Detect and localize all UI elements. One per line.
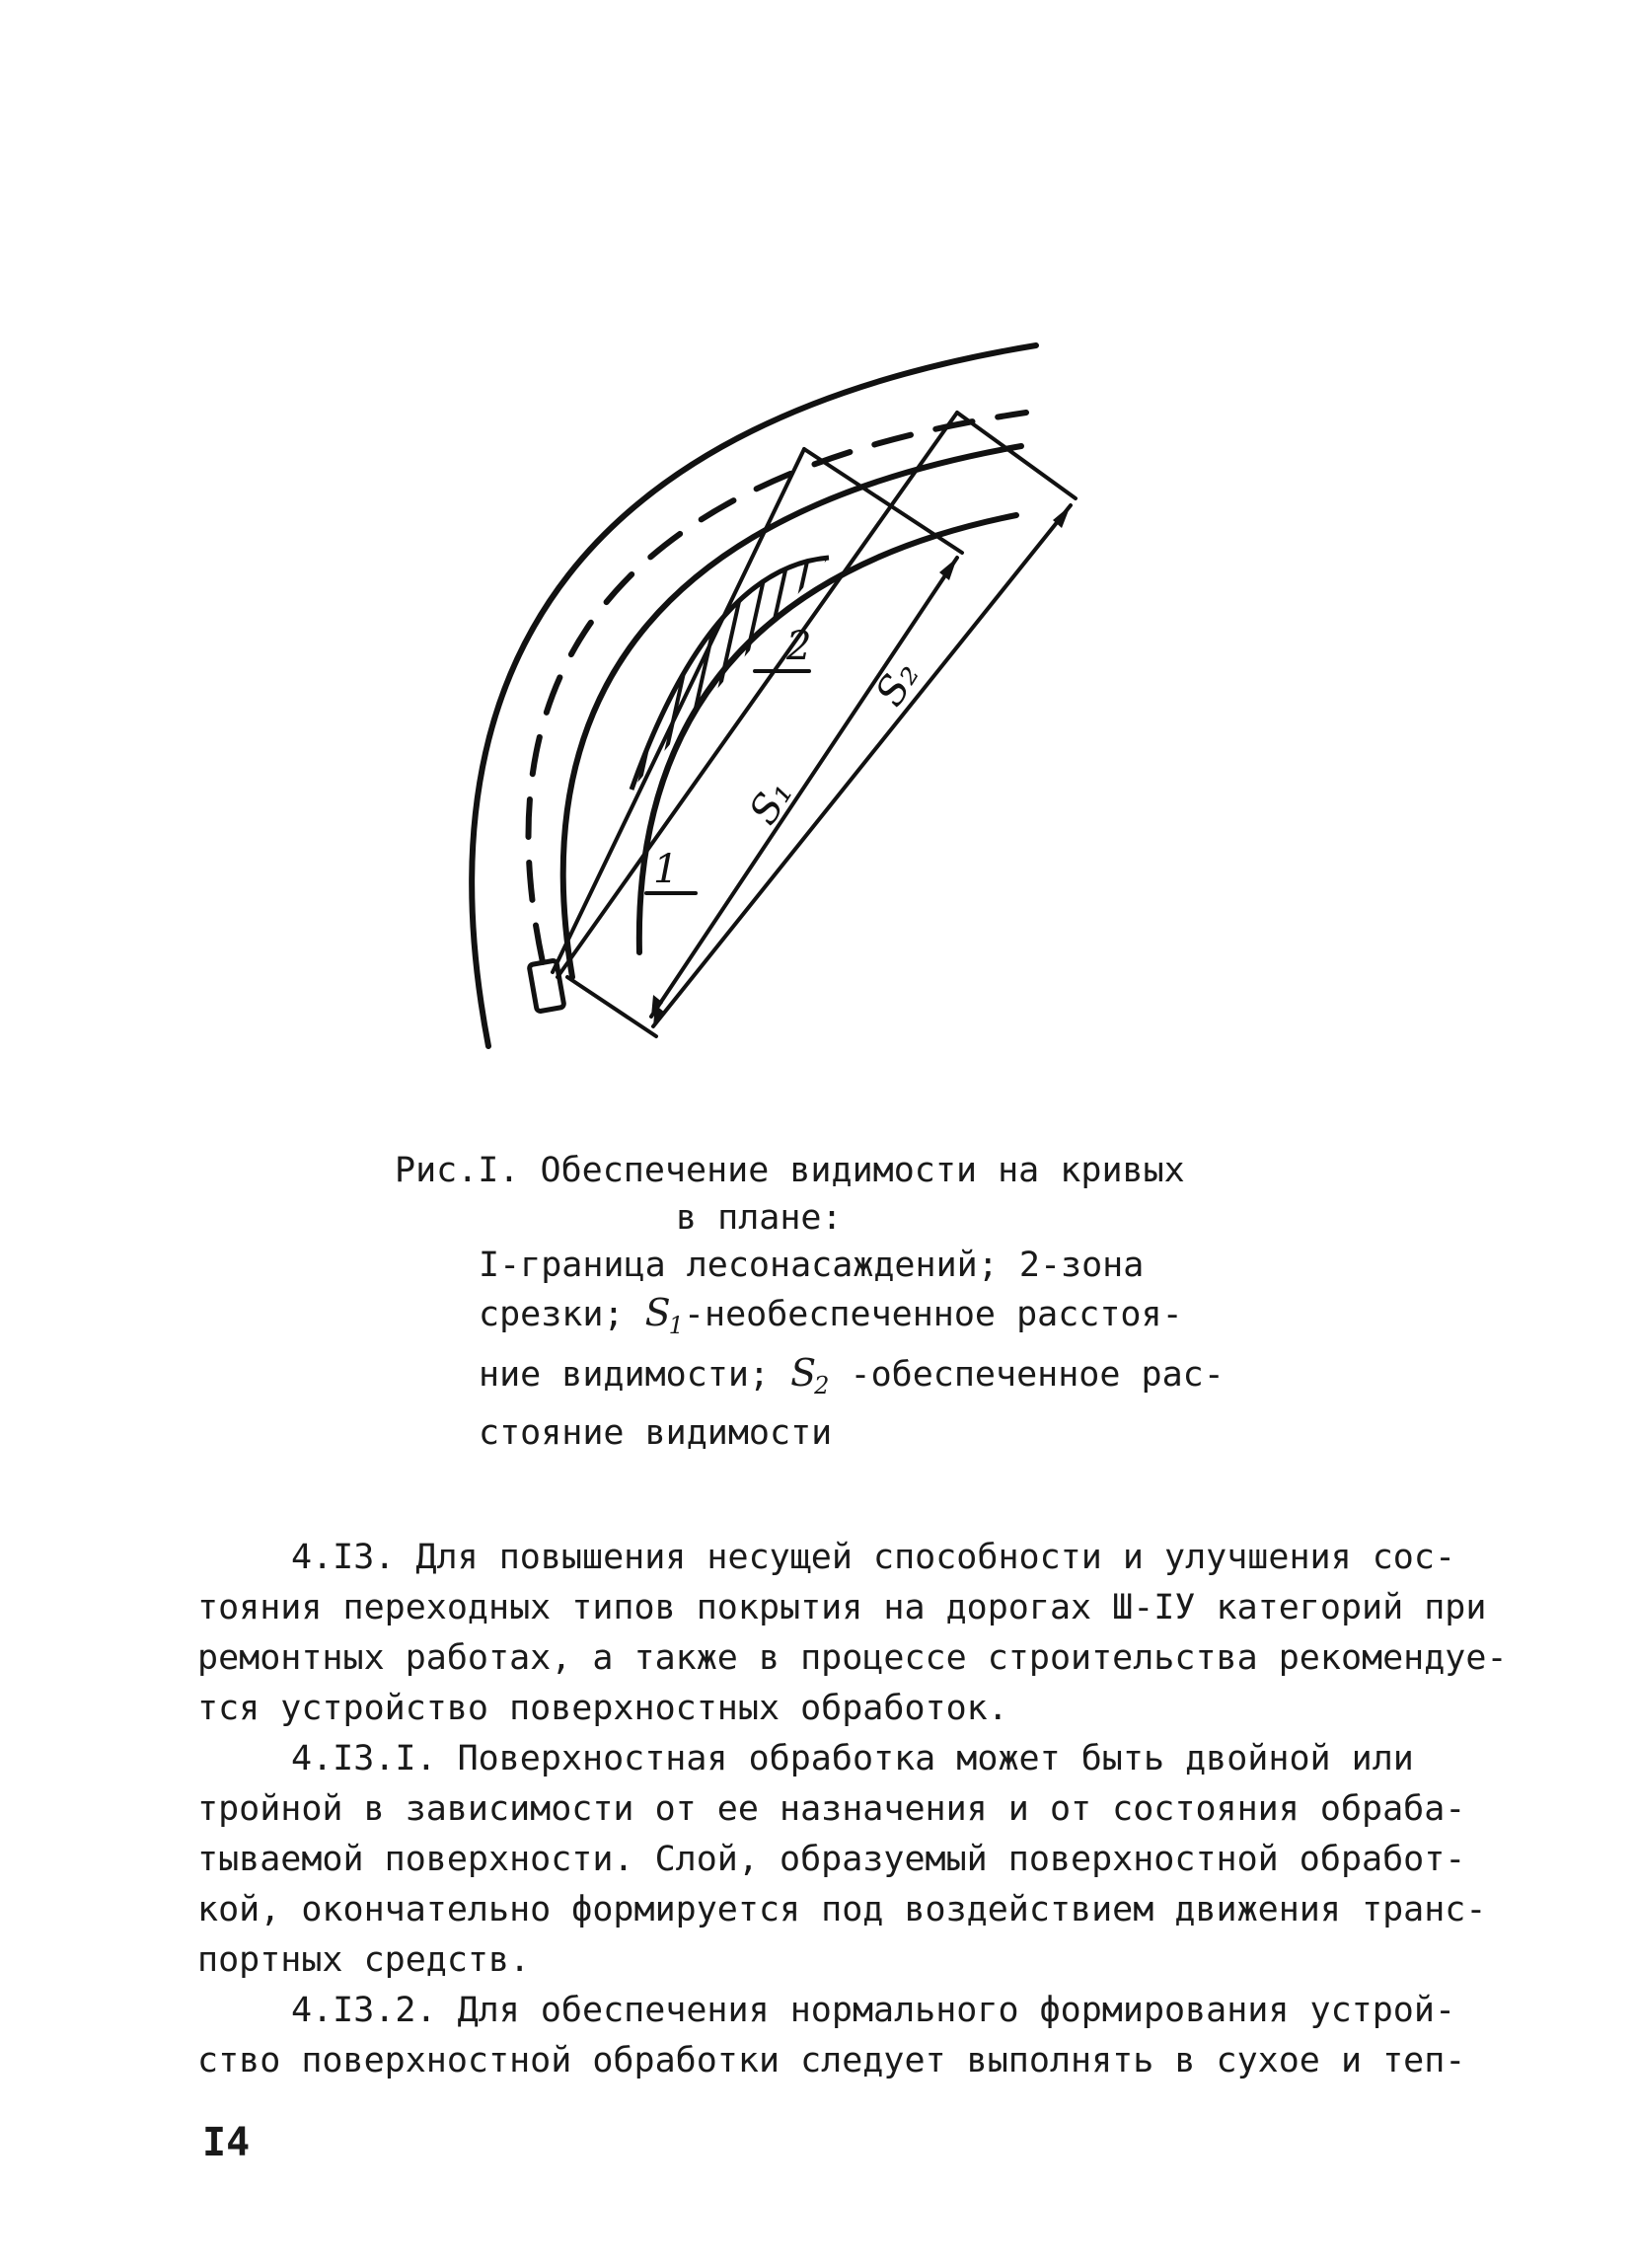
middle-road-line <box>563 446 1021 977</box>
figure-caption <box>395 1147 1283 1457</box>
label-s2: S₂ <box>866 653 929 715</box>
outer-road-edge <box>472 345 1036 1046</box>
caption-line: I-граница лесонасаждений; 2-зона <box>479 1246 1145 1285</box>
text-line: кой, окончательно формируется под воздействием движения транс- <box>197 1890 1487 1929</box>
dimension-s2 <box>653 505 1071 1026</box>
caption-line <box>395 1349 1283 1409</box>
label-s1: S₁ <box>740 772 802 833</box>
paragraph-4-13-1 <box>197 1734 1487 1986</box>
text-line: тся устройство поверхностных обработок. <box>197 1689 1008 1728</box>
diagram-drawing <box>0 0 1635 1105</box>
caption-line: Рис.I. Обеспечение видимости на кривых <box>395 1151 1185 1190</box>
symbol-s: S <box>790 1351 817 1395</box>
text-line: тояния переходных типов покрытия на дорогах Ш-IУ категорий при <box>197 1588 1487 1627</box>
text-line: тройной в зависимости от ее назначения и от состояния обраба- <box>197 1789 1466 1829</box>
text-line: 4.I3. Для повышения несущей способности и улучшения сос- <box>291 1538 1456 1577</box>
text-line: портных средств. <box>197 1940 531 1980</box>
text-line: ство поверхностной обработки следует выполнять в сухое и теп- <box>197 2041 1466 2080</box>
page-number: I4 <box>202 2120 251 2165</box>
caption-line <box>395 1289 1283 1349</box>
label-cut-zone: 2 <box>786 624 812 669</box>
paragraph-4-13 <box>197 1533 1508 1734</box>
symbol-subscript: 1 <box>668 1312 684 1339</box>
vehicle-symbol <box>529 960 564 1012</box>
body-text <box>197 1533 1508 2086</box>
label-forest-boundary: 1 <box>653 847 679 892</box>
caption-text: ние видимости; <box>479 1355 771 1395</box>
caption-text: -необеспеченное расстоя- <box>683 1295 1183 1334</box>
text-line: ремонтных работах, а также в процессе строительства рекомендуе- <box>197 1638 1508 1678</box>
caption-text: срезки; <box>479 1295 625 1334</box>
caption-line: в плане: <box>676 1198 843 1238</box>
text-line: 4.I3.I. Поверхностная обработка может быть двойной или <box>291 1739 1414 1778</box>
visibility-diagram <box>0 0 1635 1105</box>
text-line: 4.I3.2. Для обеспечения нормального формирования устрой- <box>291 1991 1456 2030</box>
text-line: тываемой поверхности. Слой, образуемый поверхностной обработ- <box>197 1840 1466 1879</box>
caption-line: стояние видимости <box>479 1413 833 1453</box>
symbol-s: S <box>644 1291 671 1334</box>
paragraph-4-13-2 <box>197 1986 1466 2086</box>
caption-text: -обеспеченное рас- <box>850 1355 1225 1395</box>
symbol-subscript: 2 <box>814 1372 830 1399</box>
